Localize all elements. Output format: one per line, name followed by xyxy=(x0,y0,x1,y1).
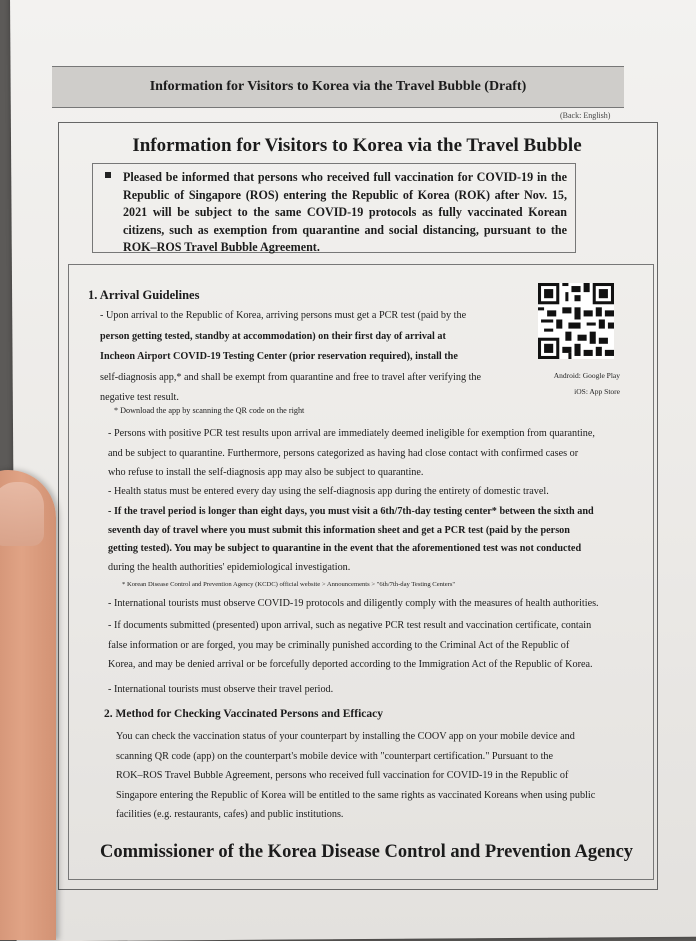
text-line: ROK–ROS Travel Bubble Agreement, persons who received full vaccination for COVID-19 in the Republic of xyxy=(116,770,569,781)
section1-note2: * Korean Disease Control and Prevention Agency (KCDC) official website > Announcements > "6th/7th-day Testing Centers" xyxy=(122,581,456,588)
text-line: seventh day of travel where you must submit this information sheet and get a PCR test (paid by the person xyxy=(108,524,570,536)
text-line: who refuse to install the self-diagnosis app may also be subject to quarantine. xyxy=(108,467,424,478)
section1-paragraph3: - Health status must be entered every day using the self-diagnosis app during the entirety of domestic travel. xyxy=(108,486,549,497)
header-title: Information for Visitors to Korea via the Travel Bubble (Draft) xyxy=(149,79,527,94)
square-bullet-icon xyxy=(105,172,111,178)
text-line: scanning QR code (app) on the counterpart's mobile device with "counterpart certification." Pursuant to the xyxy=(116,750,554,762)
document-title: Information for Visitors to Korea via the Travel Bubble xyxy=(132,135,582,156)
section2-heading: 2. Method for Checking Vaccinated Persons and Efficacy xyxy=(104,708,383,720)
qr-caption-ios: iOS: App Store xyxy=(574,387,620,396)
signature: Commissioner of the Korea Disease Control and Prevention Agency xyxy=(100,842,634,862)
section1-paragraph5: - International tourists must observe COVID-19 protocols and diligently comply with the measures of health authorities. xyxy=(108,598,599,609)
section1-paragraph1 xyxy=(100,306,502,409)
text-line: facilities (e.g. restaurants, cafes) and public institutions. xyxy=(116,809,344,820)
section1-paragraph7: - International tourists must observe their travel period. xyxy=(108,684,334,695)
text-line: - Persons with positive PCR test results upon arrival are immediately deemed ineligible for exemption from quarantine, xyxy=(108,428,595,439)
notice-text: Pleased be informed that persons who received full vaccination for COVID-19 in the Republic of Singapore (ROS) entering the Republic of Korea (ROK) after Nov. 15, 2021 will be subject to the same COVID-19 protocols as fully vaccinated Korean citizens, such as exemption from quarantine and social distancing, pursuant to the ROK–ROS Travel Bubble Agreement. xyxy=(123,170,567,254)
section1-paragraph6 xyxy=(108,616,640,675)
text-line: during the health authorities' epidemiological investigation. xyxy=(108,561,351,573)
text-line: - Upon arrival to the Republic of Korea, arriving persons must get a PCR test (paid by the xyxy=(100,310,467,321)
section1-paragraph2 xyxy=(108,424,640,483)
text-line: self-diagnosis app,* and shall be exempt from quarantine and free to travel after verifying the xyxy=(100,371,482,383)
text-line: getting tested). You may be subject to quarantine in the event that the aforementioned test was not conducted xyxy=(108,543,582,554)
header-band xyxy=(52,66,624,108)
thumbnail-nail xyxy=(0,482,44,546)
qr-caption-android: Android: Google Play xyxy=(553,371,620,380)
text-line: false information or are forged, you may be criminally punished according to the Criminal Act of the Republic of xyxy=(108,639,570,651)
qr-code-icon xyxy=(538,283,614,359)
text-line: Singapore entering the Republic of Korea will be entitled to the same rights as vaccinated Koreans when using public xyxy=(116,789,596,801)
text-line: and be subject to quarantine. Furthermore, persons categorized as having had close contact with confirmed cases or xyxy=(108,447,579,459)
text-line: You can check the vaccination status of your counterpart by installing the COOV app on your mobile device and xyxy=(116,731,575,742)
text-line: - If documents submitted (presented) upon arrival, such as negative PCR test result and vaccination certificate, contain xyxy=(108,620,592,631)
notice-box xyxy=(92,163,576,253)
section2-paragraph xyxy=(116,727,628,825)
section1-note: * Download the app by scanning the QR code on the right xyxy=(114,406,305,415)
text-line: - If the travel period is longer than eight days, you must visit a 6th/7th-day testing center* between the sixth and xyxy=(108,506,594,517)
text-line: person getting tested, standby at accommodation) on their first day of arrival at xyxy=(100,330,446,342)
text-line: Korea, and may be denied arrival or be forcefully deported according to the Immigration Act of the Republic of Korea. xyxy=(108,659,593,670)
qr-code[interactable] xyxy=(538,283,614,359)
section1-paragraph4 xyxy=(108,503,640,577)
qr-caption xyxy=(530,368,620,400)
back-note: (Back: English) xyxy=(560,111,611,120)
section1-heading: 1. Arrival Guidelines xyxy=(88,288,200,302)
text-line: negative test result. xyxy=(100,392,179,403)
text-line: Incheon Airport COVID-19 Testing Center (prior reservation required), install the xyxy=(100,351,458,362)
